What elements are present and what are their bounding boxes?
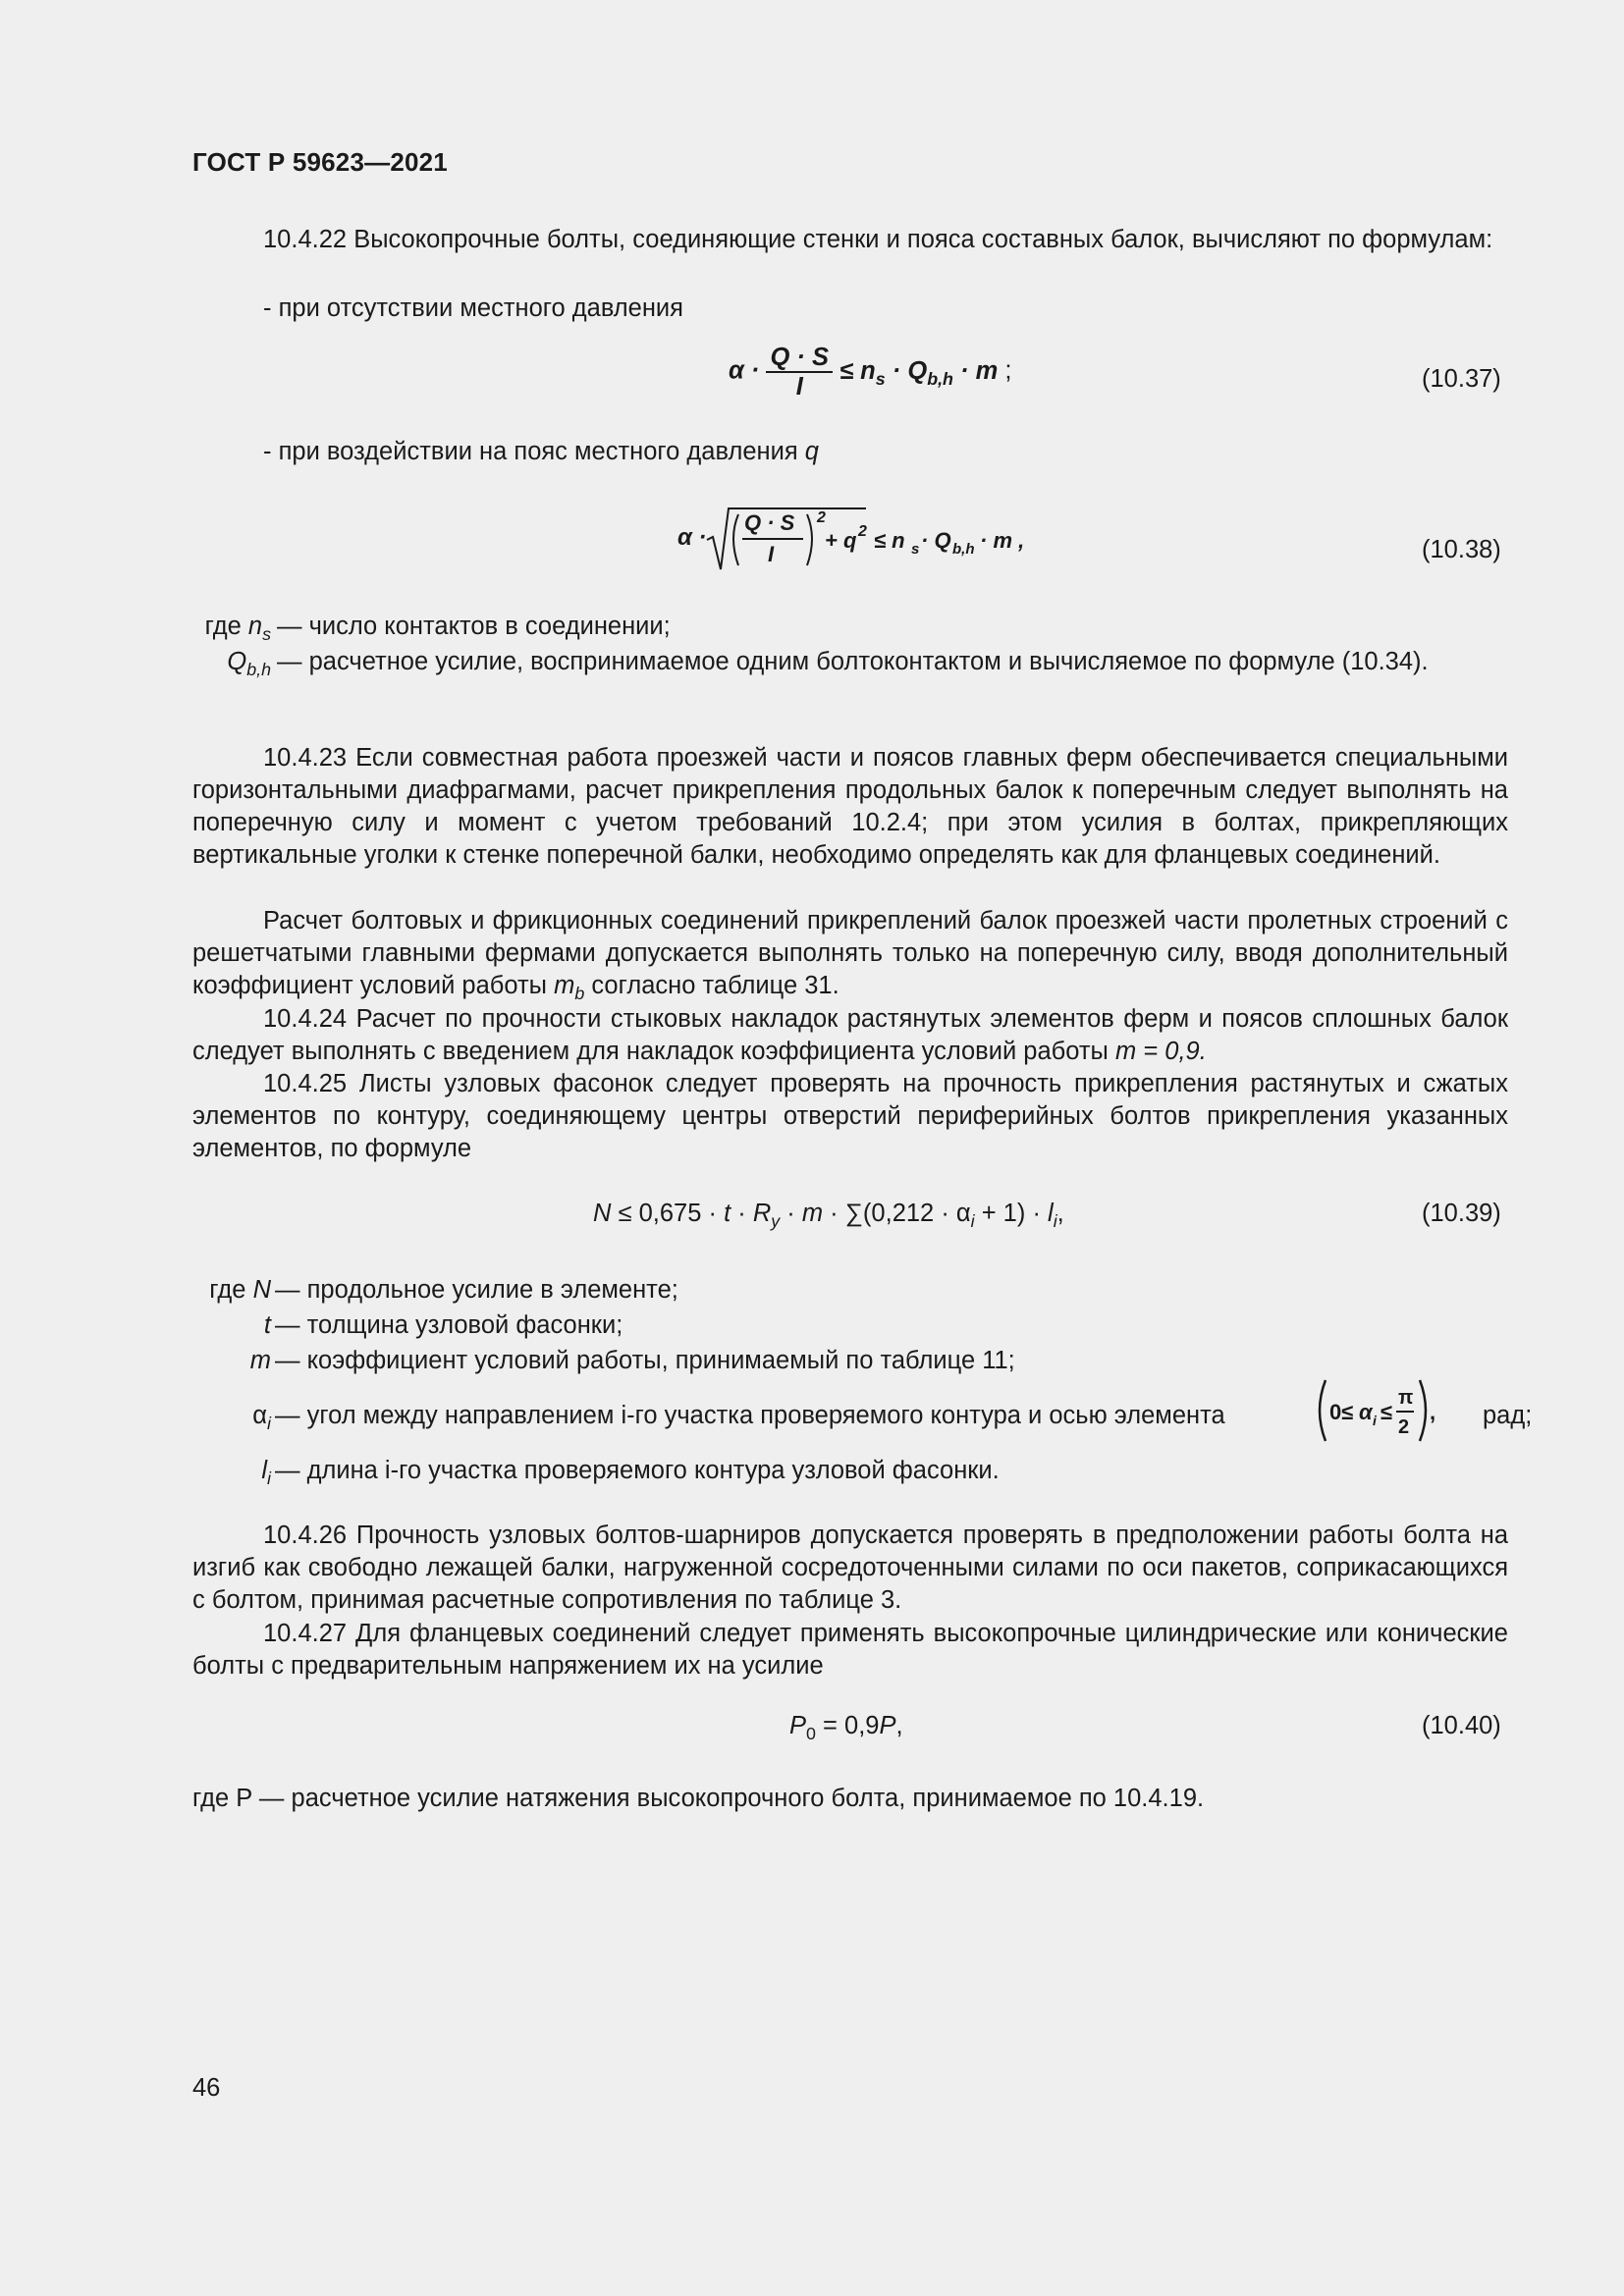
svg-text:0≤: 0≤ xyxy=(1329,1400,1354,1424)
where-desc-l-i: — длина i-го участка проверяемого контура узловой фасонки. xyxy=(275,1457,1000,1484)
formula-number-10-40: (10.40) xyxy=(1422,1712,1501,1739)
paragraph-10-4-22 xyxy=(192,224,1508,256)
svg-text:+ q: + q xyxy=(825,528,857,553)
svg-text:π: π xyxy=(1398,1387,1414,1409)
paragraph-10-4-25 xyxy=(192,1068,1508,1165)
clause-number: 10.4.27 xyxy=(263,1620,348,1647)
clause-number: 10.4.22 xyxy=(263,226,348,253)
paragraph-10-4-23 xyxy=(192,742,1508,872)
svg-text:2: 2 xyxy=(1398,1416,1410,1438)
formula-number-10-38: (10.38) xyxy=(1422,536,1501,563)
where-desc-qbh: — расчетное усилие, воспринимаемое одним болтоконтактом и вычисляемое по формуле (10.34). xyxy=(277,648,1429,675)
where-desc-ns: — число контактов в соединении; xyxy=(277,613,671,640)
where-block-3: где P — расчетное усилие натяжения высокопрочного болта, принимаемое по 10.4.19. xyxy=(192,1785,1205,1812)
clause-number: 10.4.25 xyxy=(263,1070,348,1097)
case-no-local-pressure: - при отсутствии местного давления xyxy=(263,294,683,322)
svg-text:I: I xyxy=(768,542,775,566)
page-number: 46 xyxy=(192,2074,221,2102)
svg-text:≤: ≤ xyxy=(1380,1400,1393,1424)
svg-text:· Q: · Q xyxy=(921,528,951,553)
svg-text:· m ,: · m , xyxy=(980,528,1025,553)
where-term-l-i: $l_i$ xyxy=(261,1457,271,1489)
formula-number-10-37: (10.37) xyxy=(1422,365,1501,393)
formula-10-38-graphic xyxy=(677,501,1031,579)
clause-number: 10.4.23 xyxy=(263,744,348,772)
svg-text:s: s xyxy=(911,541,920,558)
paragraph-10-4-24: 10.4.24 Расчет по прочности стыковых накладок растянутых элементов ферм и поясов сплошных балок следует выполнять с введением для накладок коэффициента условий работы m = 0,9. xyxy=(192,1005,1509,1065)
paragraph-10-4-26 xyxy=(192,1520,1508,1617)
formula-10-38 xyxy=(677,501,1031,579)
svg-text:b,h: b,h xyxy=(952,541,975,558)
svg-text:≤ n: ≤ n xyxy=(874,528,905,553)
clause-text: Для фланцевых соединений следует применять высокопрочные цилиндрические или конические болты с предварительным напряжением их на усилие xyxy=(192,1620,1508,1680)
svg-text:2: 2 xyxy=(858,523,867,540)
clause-text: Высокопрочные болты, соединяющие стенки и пояса составных балок, вычисляют по формулам: xyxy=(353,226,1493,253)
document-header: ГОСТ Р 59623—2021 xyxy=(192,147,448,177)
formula-number-10-39: (10.39) xyxy=(1422,1200,1501,1227)
case-local-pressure: - при воздействии на пояс местного давления q xyxy=(263,438,819,465)
formula-10-37: α · $\frac{Q \cdot S}{I}$ ≤ $n_s \cdot Q_{b,h} \cdot m$ ; xyxy=(729,344,1012,400)
formula-10-39: $N \le 0,675 \cdot t \cdot R_y \cdot m \cdot \sum(0,212 \cdot \alpha_i + 1) \cdot l_i$, xyxy=(593,1200,1064,1232)
svg-text:i: i xyxy=(1373,1413,1377,1428)
clause-text: Расчет по прочности стыковых накладок растянутых элементов ферм и поясов сплошных балок следует выполнять с введением для накладок коэффициента условий работы xyxy=(192,1005,1509,1065)
alpha-range-formula xyxy=(1316,1376,1463,1454)
svg-text:α ·: α · xyxy=(677,524,707,551)
clause-text: Если совместная работа проезжей части и поясов главных ферм обеспечивается специальными горизонтальными диафрагмами, расчет прикрепления продольных балок к поперечным следует выполнять на поперечную силу и момент с учетом требований 10.2.4; при этом усилия в болтах, прикрепляющих вертикальные уголки к стенке поперечной балки, необходимо определять как для фланцевых соединений. xyxy=(192,744,1509,869)
where-term-N: где N xyxy=(209,1276,271,1304)
svg-text:α: α xyxy=(1359,1400,1373,1424)
formula-10-40: $P_0 = 0,9P$, xyxy=(789,1712,903,1744)
where-desc-t: — толщина узловой фасонки; xyxy=(275,1311,623,1339)
where-term-qbh: $Q_{b,h}$ xyxy=(227,648,271,680)
where-desc-m: — коэффициент условий работы, принимаемый по таблице 11; xyxy=(275,1347,1015,1374)
clause-text: Прочность узловых болтов-шарниров допускается проверять в предположении работы болта на изгиб как свободно лежащей балки, нагруженной сосредоточенными силами по оси пакетов, соприкасающихся с болтом, принимая расчетные сопротивления по таблице 3. xyxy=(192,1522,1508,1614)
clause-number: 10.4.24 xyxy=(263,1005,348,1033)
where-term-alpha-i: $\alpha_i$ xyxy=(252,1402,271,1434)
paragraph-10-4-23-second: Расчет болтовых и фрикционных соединений прикреплений балок проезжей части пролетных строений с решетчатыми главными фермами допускается выполнять только на поперечную силу, вводя дополнительный коэффициент условий работы $m_b$ согласно таблице 31. xyxy=(192,907,1508,1004)
svg-text:Q · S: Q · S xyxy=(744,510,795,535)
clause-number: 10.4.26 xyxy=(263,1522,348,1549)
where-term-ns: где $n_s$ xyxy=(204,613,271,645)
where-desc-N: — продольное усилие в элементе; xyxy=(275,1276,678,1304)
where-block-2 xyxy=(192,1274,1533,1500)
where-unit-rad: рад; xyxy=(1483,1402,1533,1429)
clause-text: Листы узловых фасонок следует проверять на прочность прикрепления растянутых и сжатых элементов по контуру, соединяющему центры отверстий периферийных болтов прикрепления указанных элементов, по формуле xyxy=(192,1070,1508,1162)
svg-text:2: 2 xyxy=(817,509,826,526)
where-desc-alpha-i: — угол между направлением i-го участка проверяемого контура и осью элемента xyxy=(275,1402,1225,1429)
where-block-1 xyxy=(192,611,1508,719)
paragraph-10-4-27 xyxy=(192,1618,1508,1682)
where-term-t: t xyxy=(263,1311,271,1339)
where-term-m: m xyxy=(249,1347,271,1374)
svg-text:,: , xyxy=(1430,1400,1436,1424)
alpha-range-graphic xyxy=(1316,1376,1463,1445)
